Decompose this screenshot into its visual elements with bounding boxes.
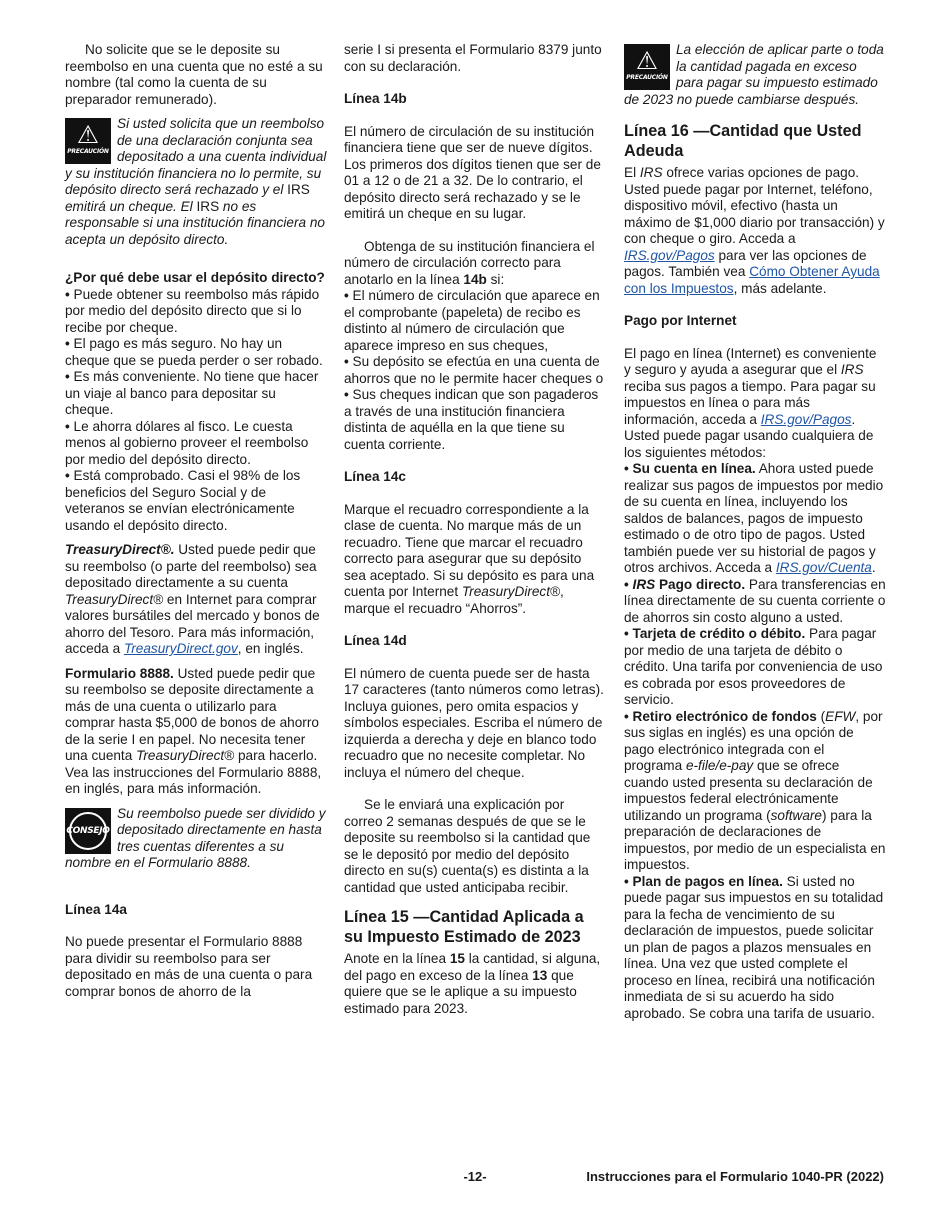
heading-line-14b: Línea 14b [344, 91, 407, 106]
paragraph-notice: Se le enviará una explicación por correo 2 semanas después de que se le deposite su reembolso si la cantidad que se le depositó por medio del depósito directo en su(s) cuenta(s) es distinta a la cantidad que usted anticipaba recibir. [344, 797, 591, 895]
paragraph-line-14a: No puede presentar el Formulario 8888 para dividir su reembolso para ser depositado en más de una cuenta o para comprar bonos de ahorro de la [65, 934, 313, 999]
paragraph-treasurydirect: TreasuryDirect®. Usted puede pedir que su reembolso (o parte del reembolso) sea depositado directamente a su cuenta TreasuryDirect® en Internet para comprar valores bursátiles del mercado y bonos de ahorro del Tesoro. Para más información, acceda a TreasuryDirect.gov, en inglés. [65, 542, 320, 656]
heading-line-14c: Línea 14c [344, 469, 406, 484]
paragraph-line-15: Anote en la línea 15 la cantidad, si alguna, del pago en exceso de la línea 13 que quiere que se le aplique a su impuesto estimado para 2023. [344, 951, 601, 1016]
paragraph-line-14d: El número de cuenta puede ser de hasta 17 caracteres (tanto números como letras). Incluya guiones, pero omita espacios y símbolos especiales. Escriba el número de izquierda a derecha y deje en blanco todo recuadro que no necesite completar. No incluya el número del cheque. [344, 665, 604, 780]
heading-line-16: Línea 16 —Cantidad que Usted Adeuda [624, 122, 862, 160]
column-3 [624, 42, 886, 1022]
page-number: -12- [463, 1169, 487, 1184]
como-obtener-ayuda-link[interactable]: Cómo Obtener Ayuda con los Impuestos [624, 264, 880, 296]
column-2 [344, 42, 606, 1017]
list-item: • Está comprobado. Casi el 98% de los beneficios del Seguro Social y de veteranos se envían electrónicamente usando el depósito directo. [65, 468, 301, 533]
heading-why-direct-deposit: ¿Por qué debe usar el depósito directo? [65, 270, 325, 285]
list-item: • IRS Pago directo. Para transferencias en línea directamente de su cuenta corriente o de ahorros sin costo alguno a usted. [624, 576, 886, 625]
document-title: Instrucciones para el Formulario 1040-PR (2022) [586, 1169, 884, 1184]
paragraph-line-14b: El número de circulación de su institución financiera tiene que ser de nueve dígitos. Los primeros dos dígitos tienen que ser de 01 a 12 o de 21 a 32. De lo contrario, el depósito directo será rechazado y se le emitirá un cheque en su lugar. [344, 123, 601, 221]
list-item: • Plan de pagos en línea. Si usted no puede pagar sus impuestos en su totalidad para la fecha de vencimiento de su declaración de impuestos, puede solicitar un plan de pagos a plazos mensuales en línea. Una vez que usted complete el proceso en línea, recibirá una notificación inmediata de si su acuerdo ha sido aprobado. Se cobra una tarifa de usuario. [624, 873, 884, 1021]
paragraph-obtain-routing: Obtenga de su institución financiera el número de circulación correcto para anotarlo en la línea 14b si: [344, 238, 595, 287]
list-item: • El número de circulación que aparece en el comprobante (papeleta) de recibo es distinto al número de circulación que aparece impreso en sus cheques, [344, 288, 600, 353]
tip-note-split-refund: CONSEJO Su reembolso puede ser dividido y depositado directamente en hasta tres cuentas diferentes a su nombre en el Formulario 8888. [65, 805, 326, 870]
paragraph-line-16: El IRS ofrece varias opciones de pago. Usted puede pagar por Internet, teléfono, dispositivo móvil, efectivo (hasta un máximo de $1,000 diario por transacción) y con cheque o giro. Acceda a IRS.gov/Pagos para ver las opciones de pagos. También vea Cómo Obtener Ayuda con los Impuestos, más adelante. [624, 165, 885, 296]
list-item: • Retiro electrónico de fondos (EFW, por sus siglas en inglés) es una opción de pago electrónico integrada con el programa e-file/e-pay que se ofrece cuando usted presenta su declaración de impuestos federal electrónicamente utilizando un programa (software) para la preparación de declaraciones de impuestos, por medio de un especialista en impuestos. [624, 708, 886, 872]
irs-pagos-link[interactable]: IRS.gov/Pagos [624, 247, 715, 263]
list-item: • El pago es más seguro. No hay un cheque que se pueda perder o ser robado. [65, 336, 323, 368]
heading-line-14d: Línea 14d [344, 633, 407, 648]
list-item: • Sus cheques indican que son pagaderos a través de una institución financiera distinta de aquélla en la que tiene su cuenta corriente. [344, 387, 599, 452]
paragraph-form-8888: Formulario 8888. Usted puede pedir que su reembolso se deposite directamente a más de una cuenta o utilizarlo para comprar hasta $5,000 de bonos de ahorro de la serie I en papel. No necesita tener una cuenta TreasuryDirect® para hacerlo. Vea las instrucciones del Formulario 8888, en inglés, para más información. [65, 665, 322, 796]
heading-line-14a: Línea 14a [65, 901, 127, 917]
list-item: • Tarjeta de crédito o débito. Para pagar por medio de una tarjeta de débito o crédito. Una tarifa por conveniencia de uso es cobrada por esos proveedores de servicio. [624, 626, 883, 707]
paragraph-continuation: serie I si presenta el Formulario 8379 junto con su declaración. [344, 42, 602, 74]
list-item: • Su cuenta en línea. Ahora usted puede realizar sus pagos de impuestos por medio de su cuenta en línea, incluyendo los saldos de balances, pagos de impuesto estimado o de otro tipo de pagos. Usted también puede ver su historial de pagos y otros archivos. Acceda a IRS.gov/Cuenta. [624, 461, 884, 575]
list-item: • Es más conveniente. No tiene que hacer un viaje al banco para depositar su cheque. [65, 369, 319, 417]
list-item: • Su depósito se efectúa en una cuenta de ahorros que no le permite hacer cheques o [344, 354, 604, 386]
caution-note-joint-refund: ⚠ PRECAUCIÓN Si usted solicita que un reembolso de una declaración conjunta sea depositado a una cuenta individual y su institución financiera no lo permite, su depósito directo será rechazado y el IRS emitirá un cheque. El IRS no es responsable si una institución financiera no acepta un depósito directo. [65, 116, 327, 247]
routing-bullets [344, 288, 606, 453]
paragraph-pago-internet: El pago en línea (Internet) es conveniente y seguro y ayuda a asegurar que el IRS reciba sus pagos a tiempo. Para pagar su impuestos en línea o para más información, acceda a IRS.gov/Pagos. Usted puede pagar usando cualquiera de los siguientes métodos: [624, 345, 877, 460]
caution-icon: ⚠ PRECAUCIÓN [624, 44, 670, 90]
treasurydirect-link[interactable]: TreasuryDirect.gov [123, 641, 238, 656]
heading-line-15: Línea 15 —Cantidad Aplicada a su Impuesto Estimado de 2023 [344, 908, 584, 946]
payment-methods-list [624, 461, 886, 1022]
list-item: • Puede obtener su reembolso más rápido por medio del depósito directo que si lo recibe por cheque. [65, 286, 320, 335]
tip-icon: CONSEJO [65, 808, 111, 854]
why-bullets [65, 287, 327, 535]
heading-pago-internet: Pago por Internet [624, 313, 737, 328]
irs-cuenta-link[interactable]: IRS.gov/Cuenta [775, 560, 872, 575]
column-1 [65, 42, 327, 1000]
list-item: • Le ahorra dólares al fisco. Le cuesta menos al gobierno proveer el reembolso por medio del depósito directo. [65, 418, 309, 467]
paragraph-no-deposit: No solicite que se le deposite su reembolso en una cuenta que no esté a su nombre (tal como la cuenta de su preparador remunerado). [65, 42, 323, 107]
caution-icon: ⚠ PRECAUCIÓN [65, 118, 111, 164]
caution-note-estimated-tax: ⚠ PRECAUCIÓN La elección de aplicar parte o toda la cantidad pagada en exceso para pagar su impuesto estimado de 2023 no puede cambiarse después. [624, 42, 884, 107]
paragraph-line-14c: Marque el recuadro correspondiente a la clase de cuenta. No marque más de un recuadro. Tiene que marcar el recuadro correcto para asegurar que su depósito sea aceptado. Si su depósito es para una cuenta por Internet TreasuryDirect®, marque el recuadro “Ahorros”. [344, 501, 595, 616]
irs-pagos-link[interactable]: IRS.gov/Pagos [760, 411, 852, 427]
